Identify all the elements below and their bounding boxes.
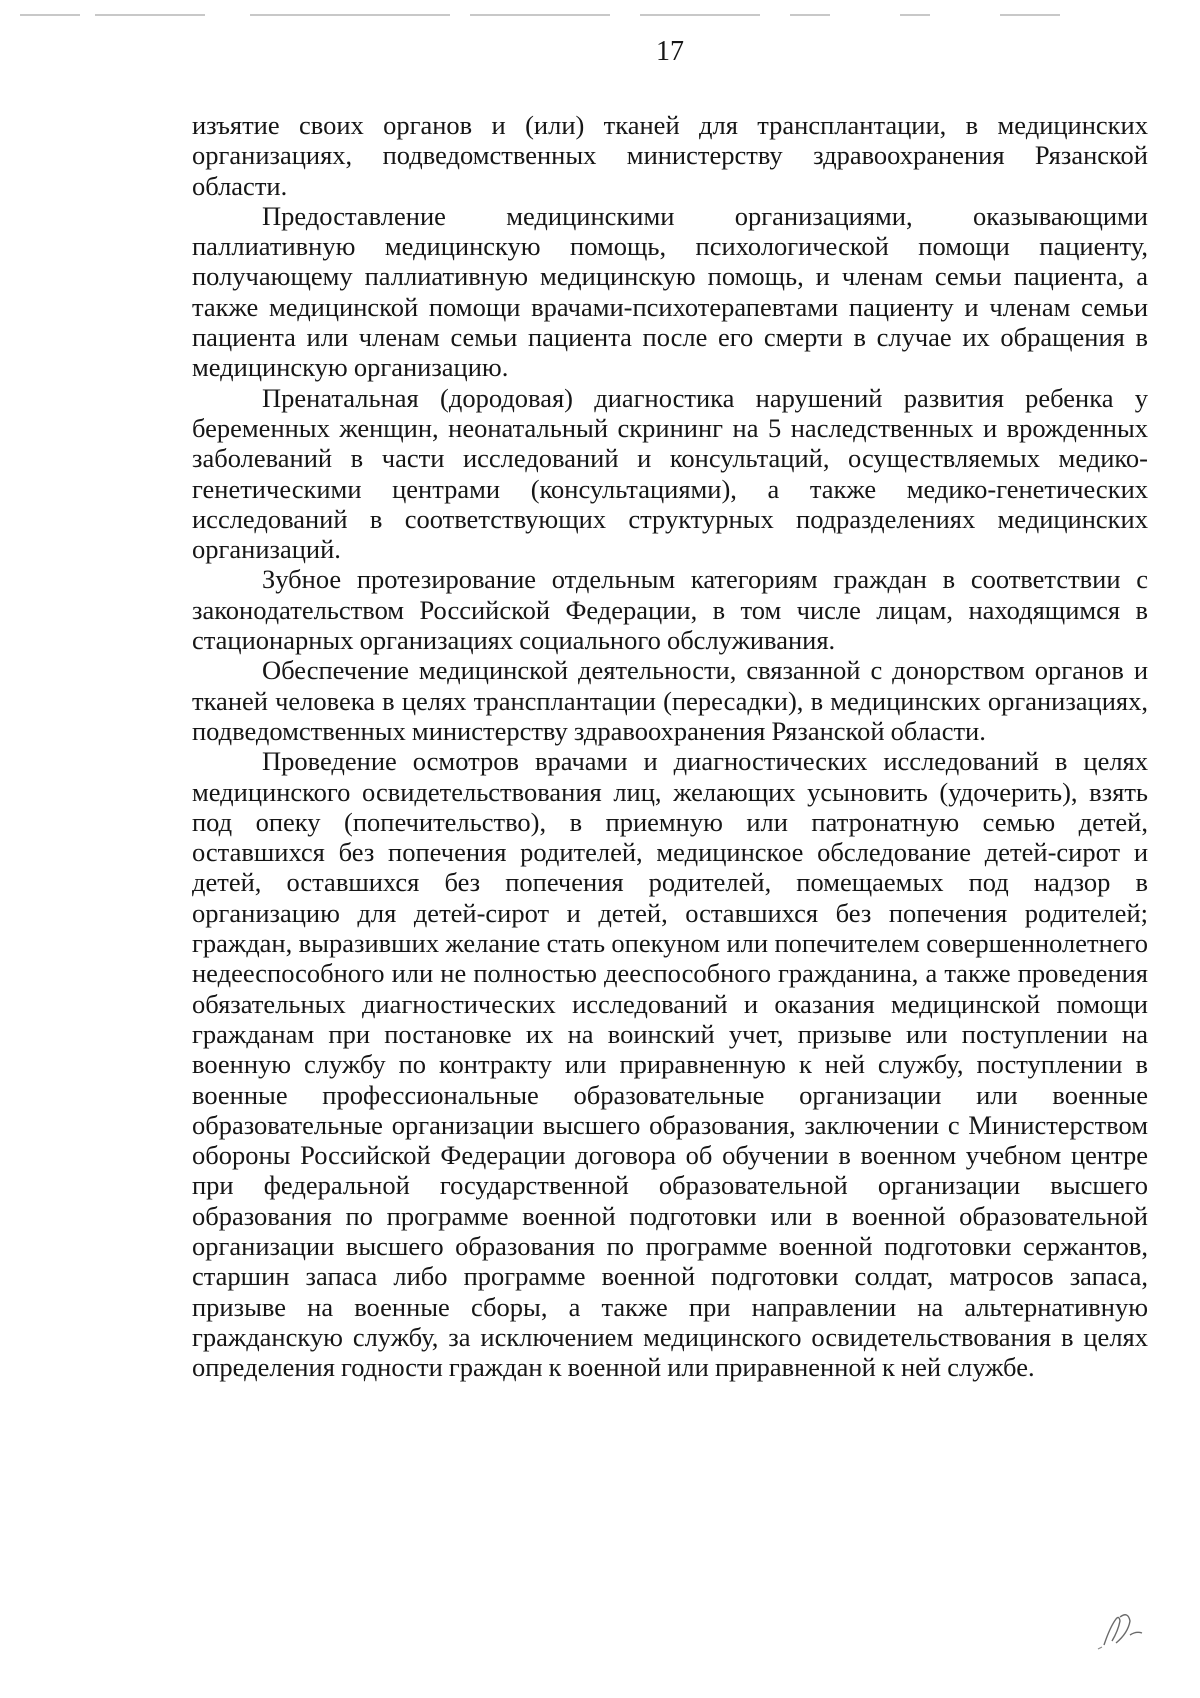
paragraph: изъятие своих органов и (или) тканей для трансплантации, в медицинских организациях, подведомственных министерству здравоохранения Рязанской области.: [192, 110, 1148, 201]
handwritten-initials-mark: [1090, 1605, 1160, 1655]
paragraph: Предоставление медицинскими организациями, оказывающими паллиативную медицинскую помощь, психологической помощи пациенту, получающему паллиативную медицинскую помощь, и членам семьи пациента, а также медицинской помощи врачами-психотерапевтами пациенту и членам семьи пациента или членам семьи пациента после его смерти в случае их обращения в медицинскую организацию.: [192, 200, 1148, 383]
paragraph: Проведение осмотров врачами и диагностических исследований в целях медицинского освидетельствования лиц, желающих усыновить (удочерить), взять под опеку (попечительство), в приемную или патронатную семью детей, оставшихся без попечения родителей, медицинское обследование детей-сирот и детей, оставшихся без попечения родителей, помещаемых под надзор в организацию для детей-сирот и детей, оставшихся без попечения родителей; граждан, выразивших желание стать опекуном или попечителем совершеннолетнего недееспособного или не полностью дееспособного гражданина, а также проведения обязательных диагностических исследований и оказания медицинской помощи гражданам при постановке их на воинский учет, призыве или поступлении на военную службу по контракту или приравненную к ней службу, поступлении в военные профессиональные образовательные организации или военные образовательные организации высшего образования, заключении с Министерством обороны Российской Федерации договора об обучении в военном учебном центре при федеральной государственной образовательной организации высшего образования по программе военной подготовки или в военной образовательной организации высшего образования по программе военной подготовки сержантов, старшин запаса либо программе военной подготовки солдат, матросов запаса, призыве на военные сборы, а также при направлении на альтернативную гражданскую службу, за исключением медицинского освидетельствования в целях определения годности граждан к военной или приравненной к ней службе.: [192, 746, 1148, 1383]
document-body: [192, 110, 1148, 1382]
scan-edge-artifact: [0, 0, 1200, 30]
paragraph: Зубное протезирование отдельным категориям граждан в соответствии с законодательством Российской Федерации, в том числе лицам, находящимся в стационарных организациях социального обслуживания.: [192, 564, 1148, 656]
paragraph: Пренатальная (дородовая) диагностика нарушений развития ребенка у беременных женщин, неонатальный скрининг на 5 наследственных и врожденных заболеваний в части исследований и консультаций, осуществляемых медико-генетическими центрами (консультациями), а также медико-генетических исследований в соответствующих структурных подразделениях медицинских организаций.: [192, 382, 1148, 565]
page-number: 17: [656, 36, 684, 67]
paragraph: Обеспечение медицинской деятельности, связанной с донорством органов и тканей человека в целях трансплантации (пересадки), в медицинских организациях, подведомственных министерству здравоохранения Рязанской области.: [192, 655, 1148, 746]
